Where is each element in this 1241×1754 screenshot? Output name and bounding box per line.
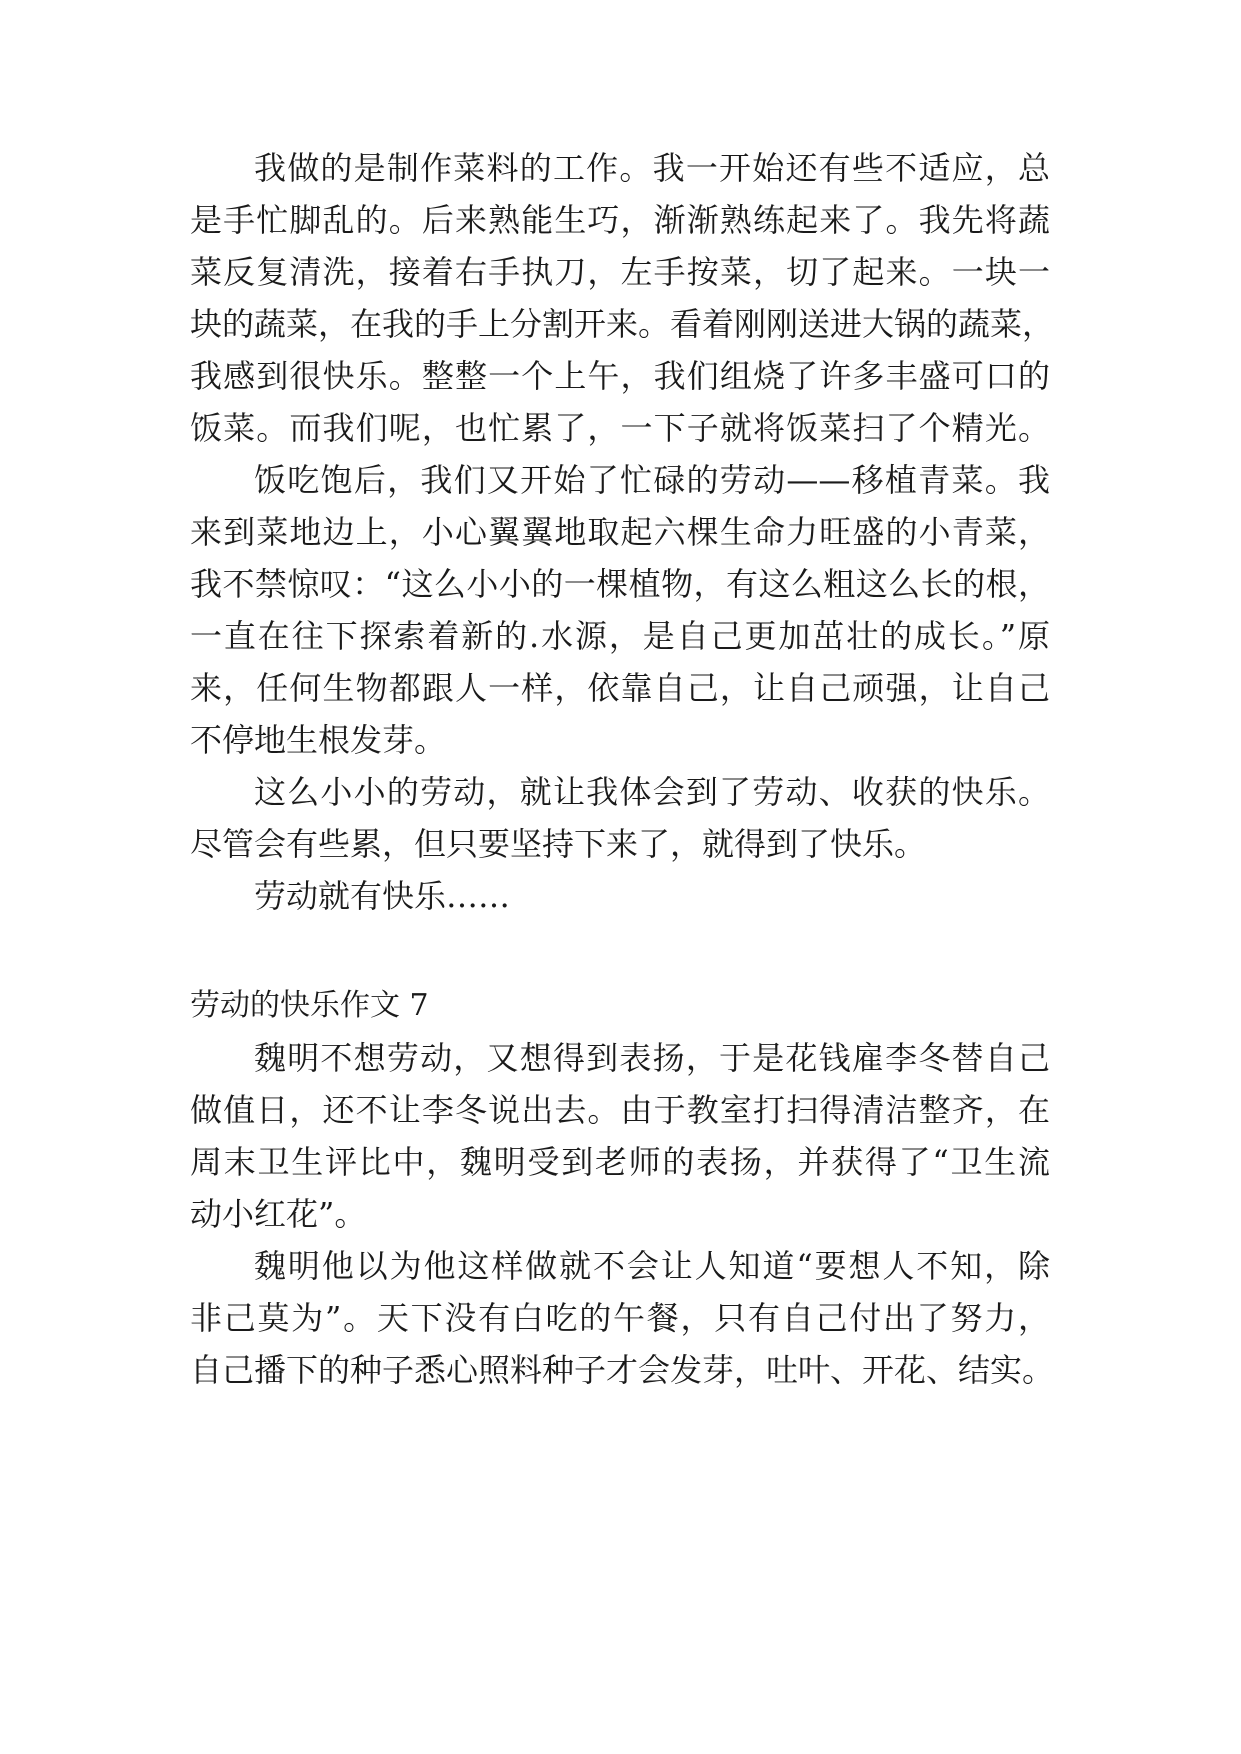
- paragraph-line: 劳动就有快乐……: [254, 877, 511, 915]
- paragraph-line: 周末卫生评比中，魏明受到老师的表扬，并获得了“卫生流: [190, 1143, 1050, 1181]
- paragraph-line: 自己播下的种子悉心照料种子才会发芽，吐叶、开花、结实。: [190, 1351, 1055, 1389]
- paragraph-line: 动小红花”。: [190, 1195, 367, 1233]
- section-heading: 劳动的快乐作文 7: [190, 988, 429, 1023]
- paragraph-line: 来到菜地边上，小心翼翼地取起六棵生命力旺盛的小青菜，: [190, 513, 1050, 551]
- paragraph-line: 魏明不想劳动，又想得到表扬，于是花钱雇李冬替自己: [254, 1039, 1050, 1077]
- paragraph-line: 来，任何生物都跟人一样，依靠自己，让自己顽强，让自己: [190, 669, 1050, 707]
- paragraph-line: 我做的是制作菜料的工作。我一开始还有些不适应，总: [254, 149, 1050, 187]
- paragraph-line: 一直在往下探索着新的.水源，是自己更加茁壮的成长。”原: [190, 617, 1050, 655]
- paragraph-line: 不停地生根发芽。: [190, 721, 447, 759]
- paragraph-line: 是手忙脚乱的。后来熟能生巧，渐渐熟练起来了。我先将蔬: [190, 201, 1050, 239]
- paragraph-line: 饭菜。而我们呢，也忙累了，一下子就将饭菜扫了个精光。: [190, 409, 1050, 447]
- paragraph-line: 块的蔬菜，在我的手上分割开来。看着刚刚送进大锅的蔬菜，: [190, 305, 1055, 343]
- paragraph-line: 菜反复清洗，接着右手执刀，左手按菜，切了起来。一块一: [190, 253, 1050, 291]
- paragraph-line: 魏明他以为他这样做就不会让人知道“要想人不知，除: [254, 1247, 1050, 1285]
- paragraph-line: 做值日，还不让李冬说出去。由于教室打扫得清洁整齐，在: [190, 1091, 1050, 1129]
- paragraph-line: 这么小小的劳动，就让我体会到了劳动、收获的快乐。: [254, 773, 1050, 811]
- paragraph-line: 尽管会有些累，但只要坚持下来了，就得到了快乐。: [190, 825, 927, 863]
- paragraph-line: 我不禁惊叹：“这么小小的一棵植物，有这么粗这么长的根，: [190, 565, 1050, 603]
- paragraph-line: 非己莫为”。天下没有白吃的午餐，只有自己付出了努力，: [190, 1299, 1050, 1337]
- paragraph-line: 饭吃饱后，我们又开始了忙碌的劳动——移植青菜。我: [254, 461, 1050, 499]
- paragraph-line: 我感到很快乐。整整一个上午，我们组烧了许多丰盛可口的: [190, 357, 1050, 395]
